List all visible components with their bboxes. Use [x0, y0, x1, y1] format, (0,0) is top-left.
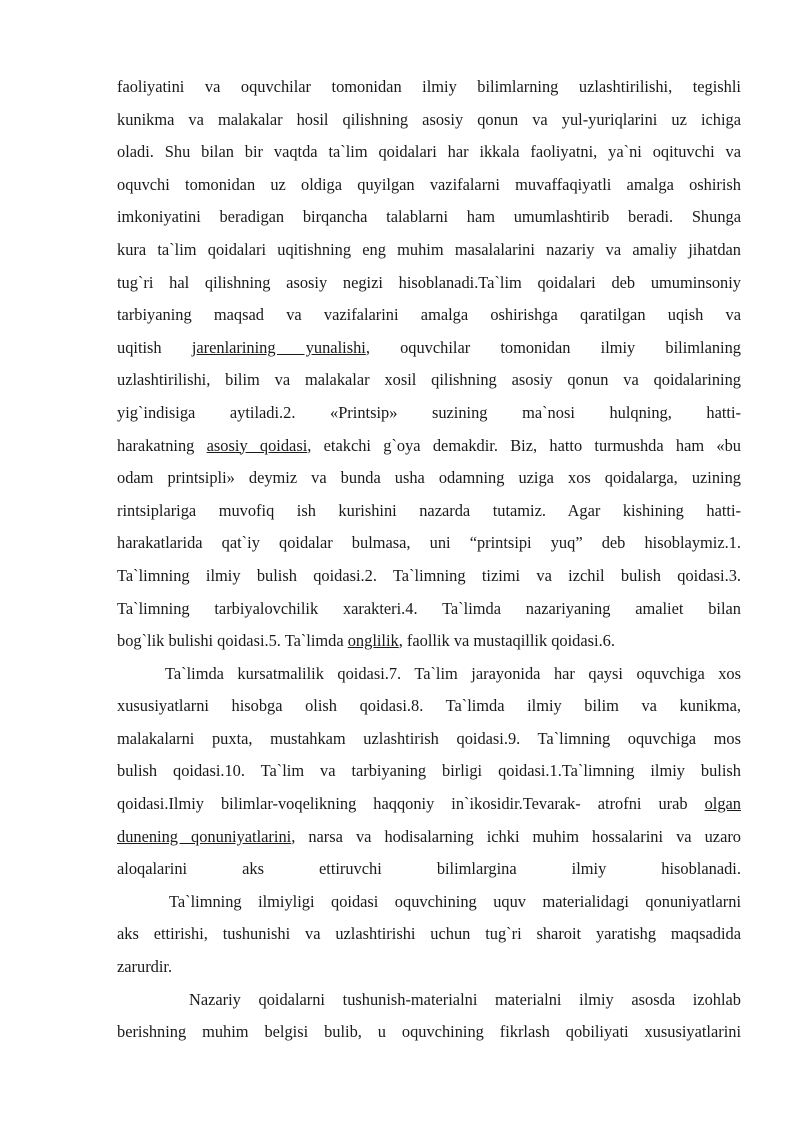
text-line: Ta`limning tarbiyalovchilik xarakteri.4. Ta`limda nazariyaning amaliet bilan [117, 598, 741, 618]
text-line: berishning muhim belgisi bulib, u oquvchining fikrlash qobiliyati xususiyatlarini [117, 1022, 741, 1042]
word: aloqalarini [117, 859, 188, 879]
text-line: rintsiplariga muvofiq ish kurishini nazarda tutamiz. Agar kishining hatti- [117, 500, 741, 520]
text-line [117, 332, 741, 365]
text-fragment: bog`lik bulishi qoidasi.5. Ta`limda [117, 631, 348, 651]
text-line: Nazariy qoidalarni tushunish-materialni materialni ilmiy asosda izohlab [189, 989, 741, 1009]
text-line [117, 821, 741, 854]
text-line [117, 853, 741, 886]
text-fragment: uqitish [117, 337, 192, 357]
text-link[interactable]: dunening qonuniyatlarini [117, 826, 292, 846]
text-line: uzlashtirilishi, bilim va malakalar xosil qilishning asosiy qonun va qoidalarining [117, 370, 741, 390]
text-fragment: , oquvchilar tomonidan ilmiy bilimlaning [365, 337, 741, 357]
text-line: tug`ri hal qilishning asosiy negizi hisoblanadi.Ta`lim qoidalari deb umuminsoniy [117, 272, 741, 292]
word: bilimlargina [436, 859, 517, 879]
text-fragment: harakatning [117, 435, 207, 455]
text-line: oladi. Shu bilan bir vaqtda ta`lim qoidalari har ikkala faoliyatni, ya`ni oqituvchi va [117, 142, 741, 162]
text-link[interactable]: jarenlarining yunalishi [191, 337, 366, 357]
text-line: kunikma va malakalar hosil qilishning asosiy qonun va yul-yuriqlarini uz ichiga [117, 109, 741, 129]
text-line: xususiyatlarni hisobga olish qoidasi.8. Ta`limda ilmiy bilim va kunikma, [117, 696, 741, 716]
text-line: harakatlarida qat`iy qoidalar bulmasa, uni “printsipi yuq” deb hisoblaymiz.1. [117, 533, 741, 553]
text-line: yig`indisiga aytiladi.2. «Printsip» suzining ma`nosi hulqning, hatti- [117, 402, 741, 422]
text-line: Ta`limda kursatmalilik qoidasi.7. Ta`lim jarayonida har qaysi oquvchiga xos [165, 663, 741, 683]
text-line: tarbiyaning maqsad va vazifalarini amalga oshirishga qaratilgan uqish va [117, 305, 741, 325]
text-line: kura ta`lim qoidalari uqitishning eng muhim masalalarini nazariy va amaliy jihatdan [117, 239, 741, 259]
text-fragment: , faollik va mustaqillik qoidasi.6. [398, 631, 615, 651]
word: ettiruvchi [318, 859, 382, 879]
text-link[interactable]: asosiy qoidasi [206, 435, 308, 455]
text-line [117, 625, 741, 658]
text-fragment: qoidasi.Ilmiy bilimlar-voqelikning haqqoniy in`ikosidir.Tevarak- atrofni urab [117, 794, 705, 814]
word: ilmiy [571, 859, 607, 879]
text-line: bulish qoidasi.10. Ta`lim va tarbiyaning birligi qoidasi.1.Ta`limning ilmiy bulish [117, 761, 741, 781]
text-line: Ta`limning ilmiy bulish qoidasi.2. Ta`limning tizimi va izchil bulish qoidasi.3. [117, 565, 741, 585]
text-line [117, 788, 741, 821]
text-line: zarurdir. [117, 957, 173, 977]
word: hisoblanadi. [661, 859, 741, 879]
text-fragment: , narsa va hodisalarning ichki muhim hossalarini va uzaro [291, 826, 741, 846]
text-fragment: , etakchi g`oya demakdir. Biz, hatto turmushda ham «bu [307, 435, 741, 455]
text-link[interactable]: onglilik [347, 631, 399, 651]
text-line: imkoniyatini beradigan birqancha talablarni ham umumlashtirib beradi. Shunga [117, 207, 741, 227]
text-line [117, 430, 741, 463]
text-line: Ta`limning ilmiyligi qoidasi oquvchining uquv materialidagi qonuniyatlarni [169, 891, 741, 911]
text-line: oquvchi tomonidan uz oldiga quyilgan vazifalarni muvaffaqiyatli amalga oshirish [117, 174, 741, 194]
text-line: faoliyatini va oquvchilar tomonidan ilmiy bilimlarning uzlashtirilishi, tegishli [117, 77, 741, 96]
text-line: aks ettirishi, tushunishi va uzlashtirishi uchun tug`ri sharoit yaratishg maqsadida [117, 924, 741, 944]
text-line: odam printsipli» deymiz va bunda usha odamning uziga xos qoidalarga, uzining [117, 468, 741, 488]
text-link[interactable]: olgan [704, 794, 741, 814]
word: aks [242, 859, 264, 879]
document-page [117, 71, 741, 1049]
text-line: malakalarni puxta, mustahkam uzlashtirish qoidasi.9. Ta`limning oquvchiga mos [117, 728, 741, 748]
